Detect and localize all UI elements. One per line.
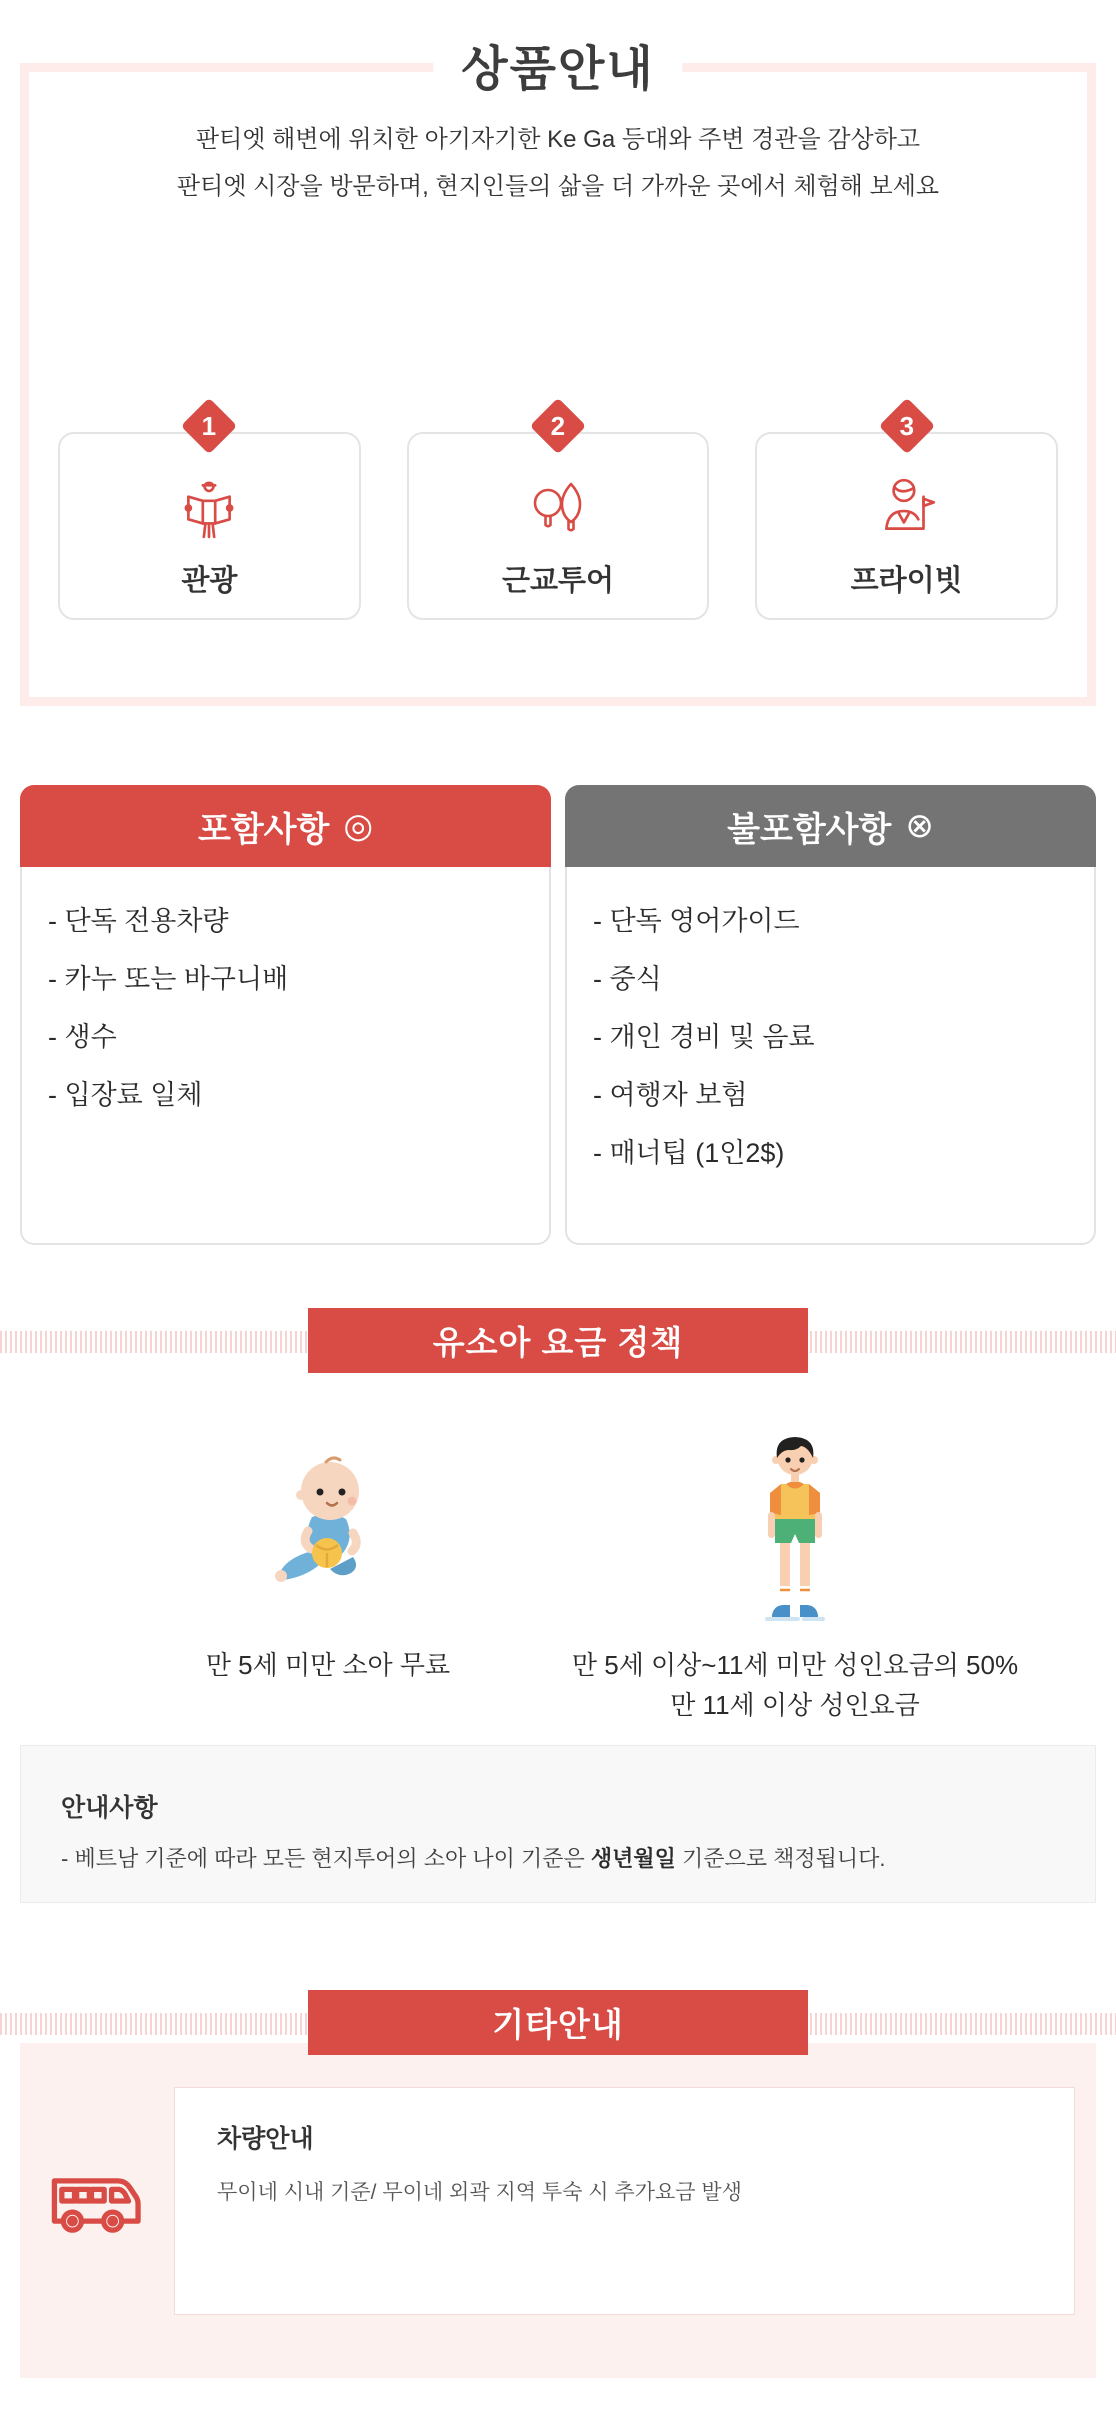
badge-number: 2 — [550, 410, 566, 441]
vehicle-info-title: 차량안내 — [217, 2125, 314, 2153]
trees-icon — [526, 472, 590, 544]
number-badge-1 — [181, 398, 238, 455]
notice-body-bold: 생년월일 — [590, 1846, 676, 1871]
child-fare-policy-title: 유소아 요금 정책 — [308, 1308, 808, 1373]
included-item: - 입장료 일체 — [48, 1080, 203, 1110]
feature-card-tour — [58, 410, 361, 620]
other-info-section — [20, 2043, 1096, 2378]
feature-cards-row — [29, 410, 1087, 620]
excluded-list — [565, 867, 1096, 1245]
included-list — [20, 867, 551, 1245]
included-item: - 카누 또는 바구니배 — [48, 964, 289, 994]
notice-box — [20, 1745, 1096, 1903]
number-badge-2 — [530, 398, 587, 455]
excluded-title: 불포함사항 — [727, 810, 892, 849]
circled-x-icon: ⊗ — [905, 807, 934, 845]
page-title: 상품안내 — [433, 27, 682, 113]
child-fare-column — [548, 1373, 1042, 1725]
feature-label-private: 프라이빗 — [850, 565, 963, 597]
child-caption-line2: 만 11세 이상 성인요금 — [670, 1690, 920, 1720]
excluded-item: - 중식 — [593, 964, 662, 994]
child-fare-policy-header — [0, 1308, 1116, 1373]
feature-label-suburb-tour: 근교투어 — [501, 565, 615, 597]
notice-title: 안내사항 — [61, 1794, 158, 1822]
excluded-item: - 개인 경비 및 음료 — [593, 1022, 815, 1052]
vehicle-info-body: 무이네 시내 기준/ 무이네 외곽 지역 투숙 시 추가요금 발생 — [217, 2181, 742, 2204]
infant-caption: 만 5세 미만 소아 무료 — [205, 1650, 451, 1680]
included-item: - 단독 전용차량 — [48, 906, 229, 936]
excluded-item: - 여행자 보험 — [593, 1080, 748, 1110]
infant-fare-column — [108, 1373, 548, 1725]
excluded-card — [565, 785, 1096, 1245]
boy-illustration — [548, 1373, 1042, 1633]
other-info-title: 기타안내 — [308, 1990, 808, 2055]
infant-illustration — [108, 1373, 548, 1633]
included-title: 포함사항 — [197, 810, 330, 849]
child-fare-figures — [0, 1373, 1116, 1725]
notice-body-suffix: 기준으로 책정됩니다. — [675, 1846, 886, 1871]
child-caption — [548, 1645, 1042, 1725]
badge-number: 1 — [202, 410, 217, 441]
notice-body — [61, 1842, 1095, 1873]
number-badge-3 — [878, 398, 935, 455]
excluded-item: - 단독 영어가이드 — [593, 906, 800, 936]
vehicle-info-card — [174, 2087, 1075, 2315]
double-circle-icon: ◎ — [343, 807, 374, 845]
excluded-item: - 매너팁 (1인2$) — [593, 1138, 785, 1168]
other-info-header — [0, 1990, 1116, 2055]
product-guide-section — [20, 43, 1096, 706]
included-excluded-section — [20, 785, 1096, 1245]
feature-card-private — [755, 410, 1058, 620]
tourist-reading-map-icon — [176, 472, 242, 544]
product-description-line1: 판티엣 해변에 위치한 아기자기한 Ke Ga 등대와 주변 경관을 감상하고 — [195, 126, 921, 153]
excluded-header — [565, 785, 1096, 867]
bus-icon — [48, 2165, 154, 2242]
feature-card-suburb-tour — [407, 410, 710, 620]
product-description-line2: 판티엣 시장을 방문하며, 현지인들의 삶을 더 가까운 곳에서 체험해 보세요 — [176, 173, 940, 200]
product-description — [29, 116, 1087, 210]
child-caption-line1: 만 5세 이상~11세 미만 성인요금의 50% — [571, 1650, 1019, 1680]
included-card — [20, 785, 551, 1245]
guide-with-flag-icon — [874, 472, 940, 544]
notice-body-prefix: - 베트남 기준에 따라 모든 현지투어의 소아 나이 기준은 — [61, 1846, 591, 1871]
included-header — [20, 785, 551, 867]
badge-number: 3 — [899, 410, 914, 441]
feature-label-tour: 관광 — [181, 565, 238, 597]
included-item: - 생수 — [48, 1022, 117, 1052]
